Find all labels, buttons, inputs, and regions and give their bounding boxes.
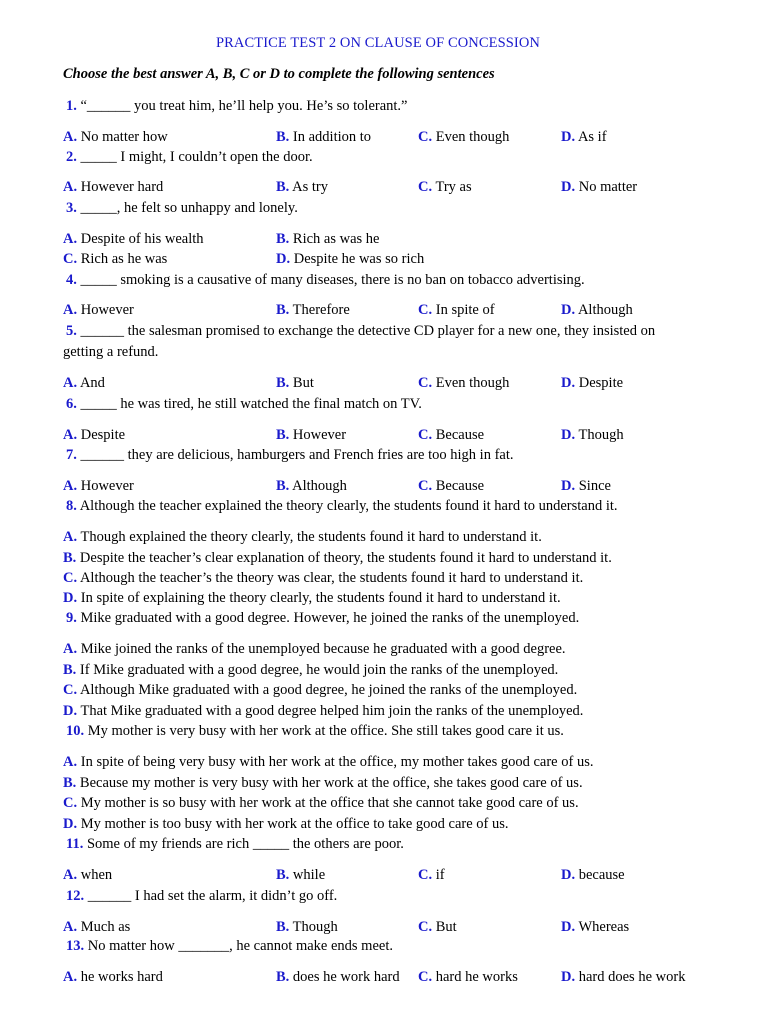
- question-number: 5.: [66, 323, 77, 339]
- option-text: Although the teacher’s the theory was clear, the students found it hard to understand it.: [79, 570, 584, 586]
- option-text: Although Mike graduated with a good degree, he joined the ranks of the unemployed.: [79, 682, 578, 698]
- question-number: 12.: [66, 888, 85, 904]
- option-letter: C.: [418, 179, 433, 195]
- option-13c: [418, 967, 518, 987]
- option-text: Despite: [578, 375, 624, 391]
- option-3d: [276, 249, 424, 269]
- question-8: [66, 496, 618, 517]
- option-9c: [63, 680, 577, 700]
- option-letter: D.: [276, 251, 291, 267]
- option-letter: B.: [63, 775, 77, 791]
- option-letter: B.: [63, 662, 77, 678]
- option-text: In spite of explaining the theory clearly, the students found it hard to understand it.: [80, 590, 561, 606]
- option-text: Despite the teacher’s clear explanation of theory, the students found it hard to understand it.: [79, 550, 612, 566]
- option-letter: D.: [561, 375, 576, 391]
- option-text: does he work hard: [292, 969, 400, 985]
- question-number: 7.: [66, 447, 77, 463]
- option-letter: A.: [63, 529, 78, 545]
- option-12d: [561, 917, 629, 937]
- option-text: Try as: [435, 179, 472, 195]
- option-letter: A.: [63, 867, 78, 883]
- instructions: Choose the best answer A, B, C or D to complete the following sentences: [63, 66, 495, 82]
- option-letter: C.: [63, 251, 78, 267]
- option-2a: [63, 177, 163, 197]
- option-11a: [63, 865, 112, 885]
- option-11b: [276, 865, 325, 885]
- question-text: _____, he felt so unhappy and lonely.: [80, 200, 298, 216]
- option-letter: D.: [63, 816, 78, 832]
- option-letter: B.: [276, 302, 290, 318]
- option-5d: [561, 373, 623, 393]
- option-text: Though: [578, 427, 624, 443]
- question-number: 11.: [66, 836, 84, 852]
- option-letter: A.: [63, 919, 78, 935]
- option-13a: [63, 967, 163, 987]
- question-text: _____ smoking is a causative of many diseases, there is no ban on tobacco advertising.: [80, 272, 585, 288]
- option-text: Despite: [80, 427, 126, 443]
- option-letter: D.: [561, 969, 576, 985]
- option-8a: [63, 527, 542, 547]
- question-number: 3.: [66, 200, 77, 216]
- option-text: However: [292, 427, 347, 443]
- option-letter: D.: [561, 129, 576, 145]
- question-number: 4.: [66, 272, 77, 288]
- question-text: _____ he was tired, he still watched the final match on TV.: [80, 396, 422, 412]
- option-text: Despite he was so rich: [293, 251, 425, 267]
- option-letter: C.: [63, 682, 78, 698]
- option-letter: C.: [418, 969, 433, 985]
- option-letter: B.: [276, 427, 290, 443]
- option-letter: A.: [63, 754, 78, 770]
- option-letter: D.: [63, 703, 78, 719]
- option-6c: [418, 425, 484, 445]
- question-4: [66, 270, 585, 291]
- option-12b: [276, 917, 338, 937]
- option-text: My mother is too busy with her work at the office to take good care of us.: [80, 816, 509, 832]
- question-1: [66, 96, 407, 117]
- question-text: ______ the salesman promised to exchange the detective CD player for a new one, they insisted on getting a refund.: [63, 323, 656, 360]
- question-text: “______ you treat him, he’ll help you. He’s so tolerant.”: [80, 98, 408, 114]
- question-number: 1.: [66, 98, 77, 114]
- option-text: However hard: [80, 179, 164, 195]
- option-letter: B.: [276, 919, 290, 935]
- option-letter: A.: [63, 969, 78, 985]
- option-text: Mike joined the ranks of the unemployed because he graduated with a good degree.: [80, 641, 566, 657]
- option-text: when: [80, 867, 113, 883]
- option-letter: A.: [63, 478, 78, 494]
- option-letter: B.: [276, 867, 290, 883]
- question-text: Some of my friends are rich _____ the others are poor.: [86, 836, 404, 852]
- option-letter: C.: [63, 795, 78, 811]
- page-title: PRACTICE TEST 2 ON CLAUSE OF CONCESSION: [215, 35, 541, 51]
- option-letter: B.: [276, 231, 290, 247]
- option-letter: B.: [276, 179, 290, 195]
- question-number: 2.: [66, 149, 77, 165]
- option-letter: A.: [63, 375, 78, 391]
- question-6: [66, 394, 422, 415]
- option-letter: A.: [63, 129, 78, 145]
- option-text: hard he works: [435, 969, 518, 985]
- option-letter: D.: [561, 919, 576, 935]
- option-9b: [63, 660, 558, 680]
- option-text: In addition to: [292, 129, 372, 145]
- option-7a: [63, 476, 134, 496]
- option-4b: [276, 300, 350, 320]
- option-text: Because: [435, 427, 485, 443]
- option-3b: [276, 229, 380, 249]
- option-7b: [276, 476, 347, 496]
- question-text: ______ I had set the alarm, it didn’t go off.: [87, 888, 338, 904]
- option-letter: B.: [276, 129, 290, 145]
- question-number: 8.: [66, 498, 77, 514]
- option-letter: D.: [561, 179, 576, 195]
- option-text: Despite of his wealth: [80, 231, 204, 247]
- option-text: while: [292, 867, 326, 883]
- option-text: Whereas: [578, 919, 630, 935]
- option-text: If Mike graduated with a good degree, he would join the ranks of the unemployed.: [79, 662, 559, 678]
- option-13d: [561, 967, 685, 987]
- option-1b: [276, 127, 371, 147]
- option-letter: A.: [63, 231, 78, 247]
- option-7c: [418, 476, 484, 496]
- option-letter: A.: [63, 302, 78, 318]
- option-11d: [561, 865, 625, 885]
- option-text: he works hard: [80, 969, 163, 985]
- option-text: Since: [578, 478, 611, 494]
- option-letter: C.: [418, 478, 433, 494]
- option-5a: [63, 373, 105, 393]
- question-3: [66, 198, 298, 219]
- question-text: Mike graduated with a good degree. However, he joined the ranks of the unemployed.: [80, 610, 580, 626]
- option-8d: [63, 588, 561, 608]
- question-5: [63, 321, 693, 363]
- option-text: hard does he work: [578, 969, 686, 985]
- option-text: Although: [292, 478, 347, 494]
- question-11: [66, 834, 404, 855]
- option-text: And: [79, 375, 105, 391]
- option-text: However: [80, 478, 134, 494]
- question-number: 6.: [66, 396, 77, 412]
- option-letter: D.: [561, 867, 576, 883]
- question-text: ______ they are delicious, hamburgers and French fries are too high in fat.: [80, 447, 514, 463]
- question-text: _____ I might, I couldn’t open the door.: [80, 149, 313, 165]
- option-6b: [276, 425, 346, 445]
- option-12a: [63, 917, 130, 937]
- option-letter: D.: [561, 427, 576, 443]
- option-5b: [276, 373, 314, 393]
- option-letter: D.: [63, 590, 78, 606]
- option-letter: C.: [418, 302, 433, 318]
- option-text: Even though: [435, 375, 510, 391]
- question-number: 9.: [66, 610, 77, 626]
- option-3a: [63, 229, 204, 249]
- option-text: Rich as was he: [292, 231, 380, 247]
- option-text: But: [292, 375, 314, 391]
- option-letter: C.: [418, 867, 433, 883]
- option-10c: [63, 793, 579, 813]
- option-6d: [561, 425, 624, 445]
- option-6a: [63, 425, 125, 445]
- option-11c: [418, 865, 445, 885]
- option-7d: [561, 476, 611, 496]
- option-letter: C.: [418, 129, 433, 145]
- question-text: Although the teacher explained the theory clearly, the students found it hard to understand it.: [79, 498, 618, 514]
- option-letter: A.: [63, 641, 78, 657]
- option-2c: [418, 177, 472, 197]
- option-1d: [561, 127, 607, 147]
- option-text: Because my mother is very busy with her work at the office, she takes good care of us.: [79, 775, 583, 791]
- option-text: As if: [577, 129, 607, 145]
- option-9a: [63, 639, 566, 659]
- question-number: 10.: [66, 723, 85, 739]
- question-text: My mother is very busy with her work at the office. She still takes good care it us.: [87, 723, 564, 739]
- option-text: No matter: [578, 179, 638, 195]
- option-text: Although: [577, 302, 633, 318]
- question-2: [66, 147, 313, 168]
- option-text: No matter how: [80, 129, 168, 145]
- option-text: Much as: [80, 919, 131, 935]
- option-13b: [276, 967, 400, 987]
- option-2d: [561, 177, 637, 197]
- option-text: In spite of being very busy with her work at the office, my mother takes good care of us.: [80, 754, 594, 770]
- option-letter: B.: [63, 550, 77, 566]
- option-letter: C.: [418, 375, 433, 391]
- option-1a: [63, 127, 168, 147]
- option-letter: B.: [276, 478, 290, 494]
- option-text: Though explained the theory clearly, the students found it hard to understand it.: [80, 529, 542, 545]
- option-text: Even though: [435, 129, 510, 145]
- question-text: No matter how _______, he cannot make ends meet.: [87, 938, 393, 954]
- question-7: [66, 445, 514, 466]
- option-text: Therefore: [292, 302, 350, 318]
- question-number: 13.: [66, 938, 85, 954]
- option-10a: [63, 752, 593, 772]
- option-letter: C.: [418, 427, 433, 443]
- option-2b: [276, 177, 328, 197]
- option-text: because: [578, 867, 625, 883]
- option-letter: A.: [63, 427, 78, 443]
- option-8c: [63, 568, 583, 588]
- option-text: My mother is so busy with her work at the office that she cannot take good care of us.: [80, 795, 579, 811]
- option-9d: [63, 701, 583, 721]
- option-text: In spite of: [435, 302, 495, 318]
- option-letter: D.: [561, 478, 576, 494]
- option-4c: [418, 300, 495, 320]
- option-text: As try: [292, 179, 328, 195]
- option-letter: B.: [276, 969, 290, 985]
- question-12: [66, 886, 337, 907]
- option-letter: C.: [418, 919, 433, 935]
- option-1c: [418, 127, 509, 147]
- option-letter: C.: [63, 570, 78, 586]
- option-8b: [63, 548, 612, 568]
- option-3c: [63, 249, 167, 269]
- option-text: Because: [435, 478, 485, 494]
- question-13: [66, 936, 393, 957]
- option-letter: B.: [276, 375, 290, 391]
- option-text: But: [435, 919, 457, 935]
- question-10: [66, 721, 564, 742]
- option-10d: [63, 814, 509, 834]
- option-text: if: [435, 867, 445, 883]
- option-5c: [418, 373, 509, 393]
- option-12c: [418, 917, 457, 937]
- option-4a: [63, 300, 134, 320]
- option-text: That Mike graduated with a good degree helped him join the ranks of the unemployed.: [80, 703, 584, 719]
- option-text: However: [80, 302, 134, 318]
- option-text: Rich as he was: [80, 251, 168, 267]
- option-letter: D.: [561, 302, 576, 318]
- option-text: Though: [292, 919, 338, 935]
- option-4d: [561, 300, 633, 320]
- option-letter: A.: [63, 179, 78, 195]
- question-9: [66, 608, 579, 629]
- option-10b: [63, 773, 583, 793]
